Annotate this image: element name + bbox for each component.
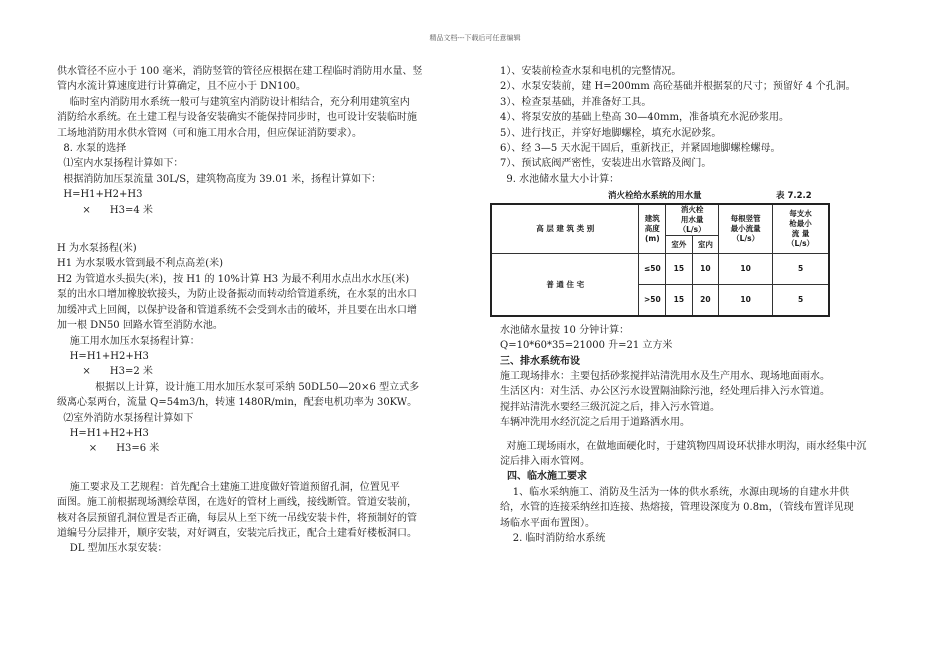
fire-hydrant-table-figure <box>490 189 850 317</box>
table-row <box>491 254 829 285</box>
text-line: 施工用水加压水泵扬程计算： <box>57 335 200 347</box>
right-block-4 <box>500 439 908 470</box>
spacer <box>500 431 908 439</box>
list-item: 2）、水泵安装前，建 H=200mm 高砼基础并根据泵的尺寸；预留好 4 个孔洞。 <box>500 81 856 93</box>
text-line: H1 为水泵吸水管到最不利点高差(米) <box>57 258 224 270</box>
table-cell: 15 <box>666 285 693 316</box>
left-column <box>57 64 465 557</box>
text-line: 给，水管的连接采纳丝扣连接、热熔接，管理设深度为 0.8m，（管线布置详见现 <box>500 502 854 514</box>
text-line: 加缓冲式上回阀，以保护设备和管道系统不会受到水击的破坏，并且要在出水口增 <box>57 304 417 316</box>
section-heading-drainage: 三、排水系统布设 <box>500 355 580 367</box>
formula-line: × H3=4 米 <box>57 204 153 216</box>
table-cell: 10 <box>719 285 773 316</box>
formula-line: × H3=2 米 <box>57 366 153 378</box>
right-block-5 <box>500 485 908 547</box>
table-row-label: 普 通 住 宅 <box>491 254 639 316</box>
text-line: 场临水平面布置图）。 <box>500 517 595 529</box>
right-block-2 <box>500 323 908 354</box>
table-cell: 20 <box>692 285 719 316</box>
spacer <box>57 472 465 480</box>
text-line: 泵的出水口增加橡胶软接头，为防止设备振动而转动给管道系统，在水泵的出水口 <box>57 289 417 301</box>
left-block-3 <box>57 480 465 557</box>
table-cell: 15 <box>666 254 693 285</box>
left-block-1 <box>57 64 465 218</box>
spacer <box>57 233 465 241</box>
table-header-nozzle: 每支水 枪最小 流 量 （L/s） <box>773 204 829 254</box>
formula-line: Q=10*60*35=21000 升=21 立方米 <box>500 340 673 352</box>
text-line: 2. 临时消防给水系统 <box>500 533 606 545</box>
text-line: 施工要求及工艺规程：首先配合土建施工进度做好管道预留孔洞，位置见平 <box>57 481 400 493</box>
table-cell: 10 <box>719 254 773 285</box>
list-item: 6）、经 3—5 天水泥干固后，重新找正，并紧固地脚螺栓螺母。 <box>500 143 781 155</box>
text-line: 淀后排入雨水管网。 <box>500 456 590 467</box>
formula-line: H=H1+H2+H3 <box>57 350 149 362</box>
text-line: ⑴室内水泵扬程计算如下： <box>57 158 184 170</box>
list-item: 3）、检查泵基础，并准备好工具。 <box>500 96 652 108</box>
right-block-1 <box>500 64 908 187</box>
section-heading-water-requirements: 四、临水施工要求 <box>500 471 587 483</box>
table-number: 表 7.2.2 <box>776 191 812 202</box>
spacer <box>57 457 465 472</box>
table-header-flow: 消火栓 用水量 （L/s） <box>666 204 719 236</box>
table-cell: ≤50 <box>639 254 666 285</box>
table-header-height: 建筑 高度 (m) <box>639 204 666 254</box>
text-line: 搅拌站清洗水要经三级沉淀之后，排入污水管道。 <box>500 401 720 413</box>
table-header-outdoor: 室外 <box>666 236 693 254</box>
list-item: 1）、安装前检查水泵和电机的完整情况。 <box>500 66 682 77</box>
text-line: 核对各层预留孔洞位置是否正确，每层从上至下统一吊线安装卡件，将预制好的管 <box>57 512 417 524</box>
text-line: 面图。施工前根据现场测绘草图，在选好的管材上画线，接线断管。管道安装前， <box>57 497 417 509</box>
formula-line: × H3=6 米 <box>57 443 160 455</box>
text-line: 根据消防加压泵流量 30L/S，建筑物高度为 39.01 米，扬程计算如下： <box>57 173 382 185</box>
table-cell: 10 <box>692 254 719 285</box>
table-header-type: 高 层 建 筑 类 别 <box>491 204 639 254</box>
list-item: 5）、进行找正，并穿好地脚螺栓，填充水泥砂浆。 <box>500 127 722 139</box>
text-line: H 为水泵扬程(米) <box>57 243 137 255</box>
formula-line: H=H1+H2+H3 <box>57 189 143 201</box>
right-block-3 <box>500 369 908 431</box>
table-cell: 5 <box>773 254 829 285</box>
text-line: 加一根 DN50 回路水管至消防水池。 <box>57 320 223 332</box>
list-item: 4）、将泵安放的基础上垫高 30—40mm，准备填充水泥砂浆用。 <box>500 112 789 124</box>
text-line: H2 为管道水头损失(米)，按 H1 的 10%计算 H3 为最不利用水点出水水压(米) <box>57 273 410 285</box>
text-line: 级离心泵两台，流量 Q=54m3/h，转速 1480R/min，配套电机功率为 30KW。 <box>57 397 418 409</box>
text-line: 施工现场排水：主要包括砂浆搅拌站清洗用水及生产用水、现场地面雨水。 <box>500 370 830 382</box>
table-header-indoor: 室内 <box>692 236 719 254</box>
text-line: 水池储水量按 10 分钟计算： <box>500 324 630 336</box>
text-line: 生活区内：对生活、办公区污水设置隔油除污池，经处理后排入污水管道。 <box>500 386 830 398</box>
text-line: 供水管径不应小于 100 毫米，消防竖管的管径应根据在建工程临时消防用水量、竖 <box>57 66 423 77</box>
text-line: DL 型加压水泵安装： <box>57 543 168 555</box>
text-line: 工场地消防用水供水管网（可和施工用水合用，但应保证消防要求）。 <box>57 127 362 139</box>
spacer <box>57 218 465 233</box>
list-item: 7）、预试底阀严密性，安装进出水管路及阀门。 <box>500 158 712 170</box>
formula-line: H=H1+H2+H3 <box>57 427 149 439</box>
table-header-riser: 每根竖管 最小流量 （L/s） <box>719 204 773 254</box>
section-heading-pump-selection: 8. 水泵的选择 <box>57 143 127 155</box>
right-column <box>500 64 908 546</box>
text-line: ⑵室外消防水泵扬程计算如下 <box>57 412 194 424</box>
text-line: 车辆冲洗用水经沉淀之后用于道路洒水用。 <box>500 417 690 429</box>
text-line: 1、临水采纳施工、消防及生活为一体的供水系统，水源由现场的自建水井供 <box>500 486 850 498</box>
page-header: 精品文档---下载后可任意编辑 <box>429 34 521 42</box>
table-cell: 5 <box>773 285 829 316</box>
text-line: 消防给水系统。在土建工程与设备安装确实不能保持同步时，也可设计安装临时施 <box>57 112 417 124</box>
table-title: 消火栓给水系统的用水量 <box>608 191 702 202</box>
fire-hydrant-table <box>490 203 830 317</box>
text-line: 道编号分层排开，顺序安装，对好调直，安装完后找正，配合土建看好楼板洞口。 <box>57 527 417 539</box>
text-line: 对施工现场雨水，在做地面硬化时，于建筑物四周设环状排水明沟，雨水经集中沉 <box>500 440 867 452</box>
left-block-2 <box>57 241 465 457</box>
text-line: 根据以上计算，设计施工用水加压水泵可采纳 50DL50—20×6 型立式多 <box>57 381 420 393</box>
section-heading-pool-volume: 9. 水池储水量大小计算： <box>500 173 620 185</box>
text-line: 管内水流计算速度进行计算确定，且不应小于 DN100。 <box>57 81 307 93</box>
text-line: 临时室内消防用水系统一般可与建筑室内消防设计相结合，充分利用建筑室内 <box>57 96 410 108</box>
table-cell: >50 <box>639 285 666 316</box>
